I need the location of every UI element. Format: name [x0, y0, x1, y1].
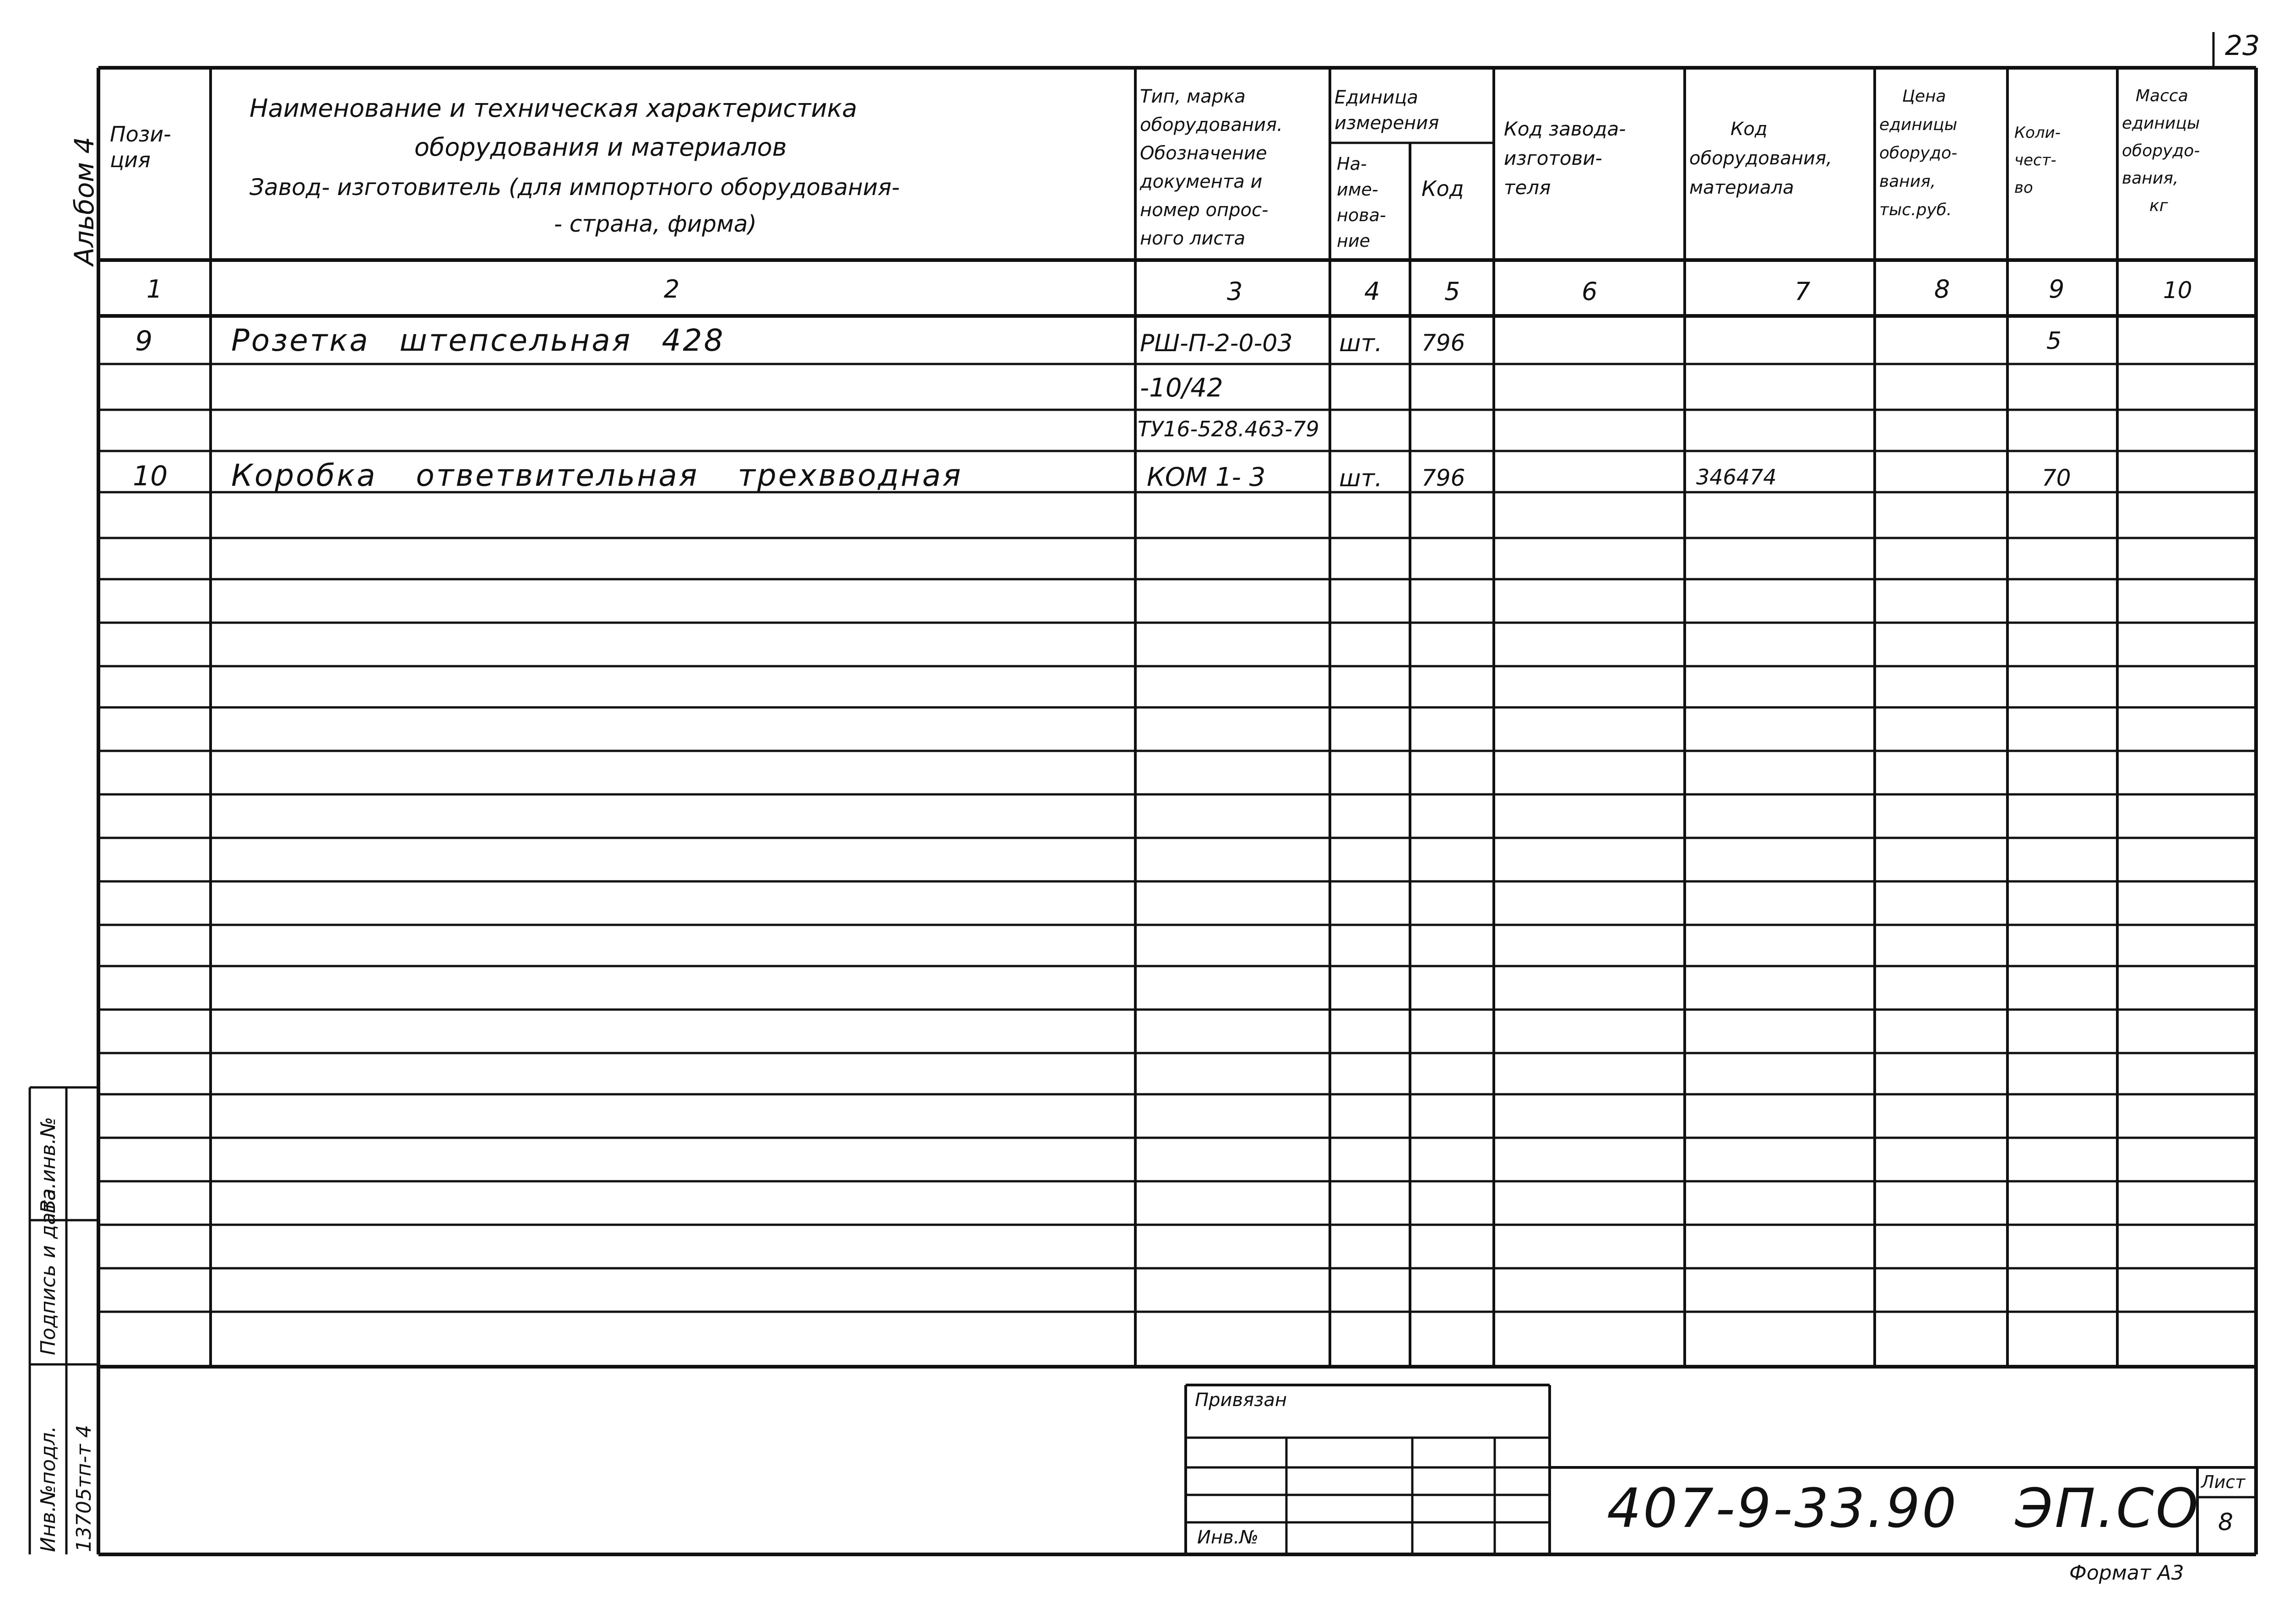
header-mass-l1: Масса — [2136, 87, 2188, 105]
stamp-format: Формат А3 — [2069, 1561, 2184, 1585]
row2-type: -10/42 — [1140, 373, 1223, 403]
colnum-7: 7 — [1795, 277, 1811, 306]
header-quantity — [2014, 119, 2115, 201]
header-type-l2: оборудования. — [1140, 114, 1283, 136]
header-unit-group: Единица измерения — [1334, 87, 1439, 134]
header-factory-code-l3: теля — [1504, 176, 1551, 199]
header-mass-l4: вания, — [2122, 169, 2179, 188]
row4-qty: 70 — [2042, 465, 2071, 491]
header-type-l4: документа и — [1140, 171, 1263, 192]
header-price-l3: оборудо- — [1879, 144, 1958, 163]
stamp-inv-no: Инв.№ — [1197, 1527, 1258, 1548]
header-unit-name — [1337, 151, 1405, 254]
stamp-doc-code: 407-9-33.90 ЭП.СО — [1607, 1477, 2200, 1540]
podpis-label: Подпись и дата — [37, 1188, 60, 1355]
row1-pos: 9 — [135, 325, 153, 357]
row4-code: 796 — [1421, 465, 1465, 491]
header-price-l4: вания, — [1879, 172, 1936, 191]
row1-unit: шт. — [1339, 330, 1383, 357]
header-name-line1: Наименование и техническая характеристика — [250, 94, 857, 123]
header-type — [1140, 82, 1328, 253]
header-type-l3: Обозначение — [1140, 143, 1267, 164]
inv-no-podl-label: Инв.№подл. — [37, 1426, 60, 1552]
row1-type: РШ-П-2-0-03 — [1140, 330, 1293, 357]
header-factory-code-l1: Код завода- — [1504, 118, 1626, 140]
colnum-4: 4 — [1364, 277, 1380, 306]
header-type-l1: Тип, марка — [1140, 86, 1246, 107]
colnum-6: 6 — [1582, 277, 1598, 306]
header-equipment-code — [1689, 114, 1872, 202]
header-unit-name-l1: На- — [1337, 154, 1367, 174]
stamp-sheet-label: Лист — [2201, 1472, 2246, 1492]
header-mass-l2: единицы — [2122, 114, 2200, 133]
header-price-l1: Цена — [1902, 87, 1946, 106]
row3-type: ТУ16-528.463-79 — [1138, 417, 1319, 441]
colnum-10: 10 — [2163, 277, 2192, 304]
vz-inv-label: Вз.инв.№ — [37, 1117, 60, 1213]
row4-pos: 10 — [133, 460, 168, 492]
header-unit-name-l2: име- — [1337, 179, 1378, 200]
stamp-sheet-value: 8 — [2218, 1509, 2234, 1536]
row1-qty: 5 — [2046, 327, 2062, 355]
row4-type: КОМ 1- 3 — [1147, 462, 1266, 492]
header-factory-code — [1504, 114, 1682, 202]
header-position: Пози- ция — [110, 122, 171, 172]
header-price — [1879, 82, 2005, 224]
header-name-line4: - страна, фирма) — [554, 211, 757, 237]
header-quantity-l3: во — [2014, 179, 2033, 197]
header-unit-code: Код — [1421, 176, 1464, 201]
colnum-1: 1 — [146, 275, 163, 304]
row1-code: 796 — [1421, 330, 1465, 356]
header-unit-name-l3: нова- — [1337, 205, 1386, 225]
header-mass — [2122, 82, 2252, 220]
header-unit-name-l4: ние — [1337, 231, 1370, 251]
header-equipment-code-l2: оборудования, — [1689, 148, 1832, 169]
colnum-3: 3 — [1227, 277, 1243, 306]
colnum-9: 9 — [2049, 275, 2065, 304]
header-price-l2: единицы — [1879, 115, 1958, 134]
header-name-line2: оборудования и материалов — [414, 133, 787, 162]
colnum-5: 5 — [1444, 277, 1460, 306]
row4-unit: шт. — [1339, 465, 1383, 492]
colnum-8: 8 — [1934, 275, 1950, 304]
header-equipment-code-l3: материала — [1689, 177, 1794, 198]
row4-name: Коробка ответвительная трехвводная — [231, 458, 963, 493]
header-price-l5: тыс.руб. — [1879, 201, 1952, 219]
page-number: 23 — [2225, 30, 2260, 62]
header-quantity-l1: Коли- — [2014, 124, 2061, 142]
album-label: Альбом 4 — [69, 136, 100, 266]
header-factory-code-l2: изготови- — [1504, 147, 1602, 169]
header-mass-l5: кг — [2149, 196, 2168, 215]
stamp-privyazan: Привязан — [1195, 1390, 1287, 1411]
header-type-l5: номер опрос- — [1140, 200, 1269, 221]
colnum-2: 2 — [664, 275, 680, 304]
header-quantity-l2: чест- — [2014, 151, 2056, 169]
header-equipment-code-l1: Код — [1730, 119, 1768, 140]
row1-name: Розетка штепсельная 428 — [231, 323, 725, 358]
header-type-l6: ного листа — [1140, 228, 1246, 249]
header-mass-l3: оборудо- — [2122, 141, 2200, 160]
header-name-line3: Завод- изготовитель (для импортного оборудования- — [250, 174, 900, 201]
inv-no-podl-value: 13705тп-т 4 — [72, 1425, 96, 1552]
row4-equip-code: 346474 — [1696, 465, 1777, 489]
